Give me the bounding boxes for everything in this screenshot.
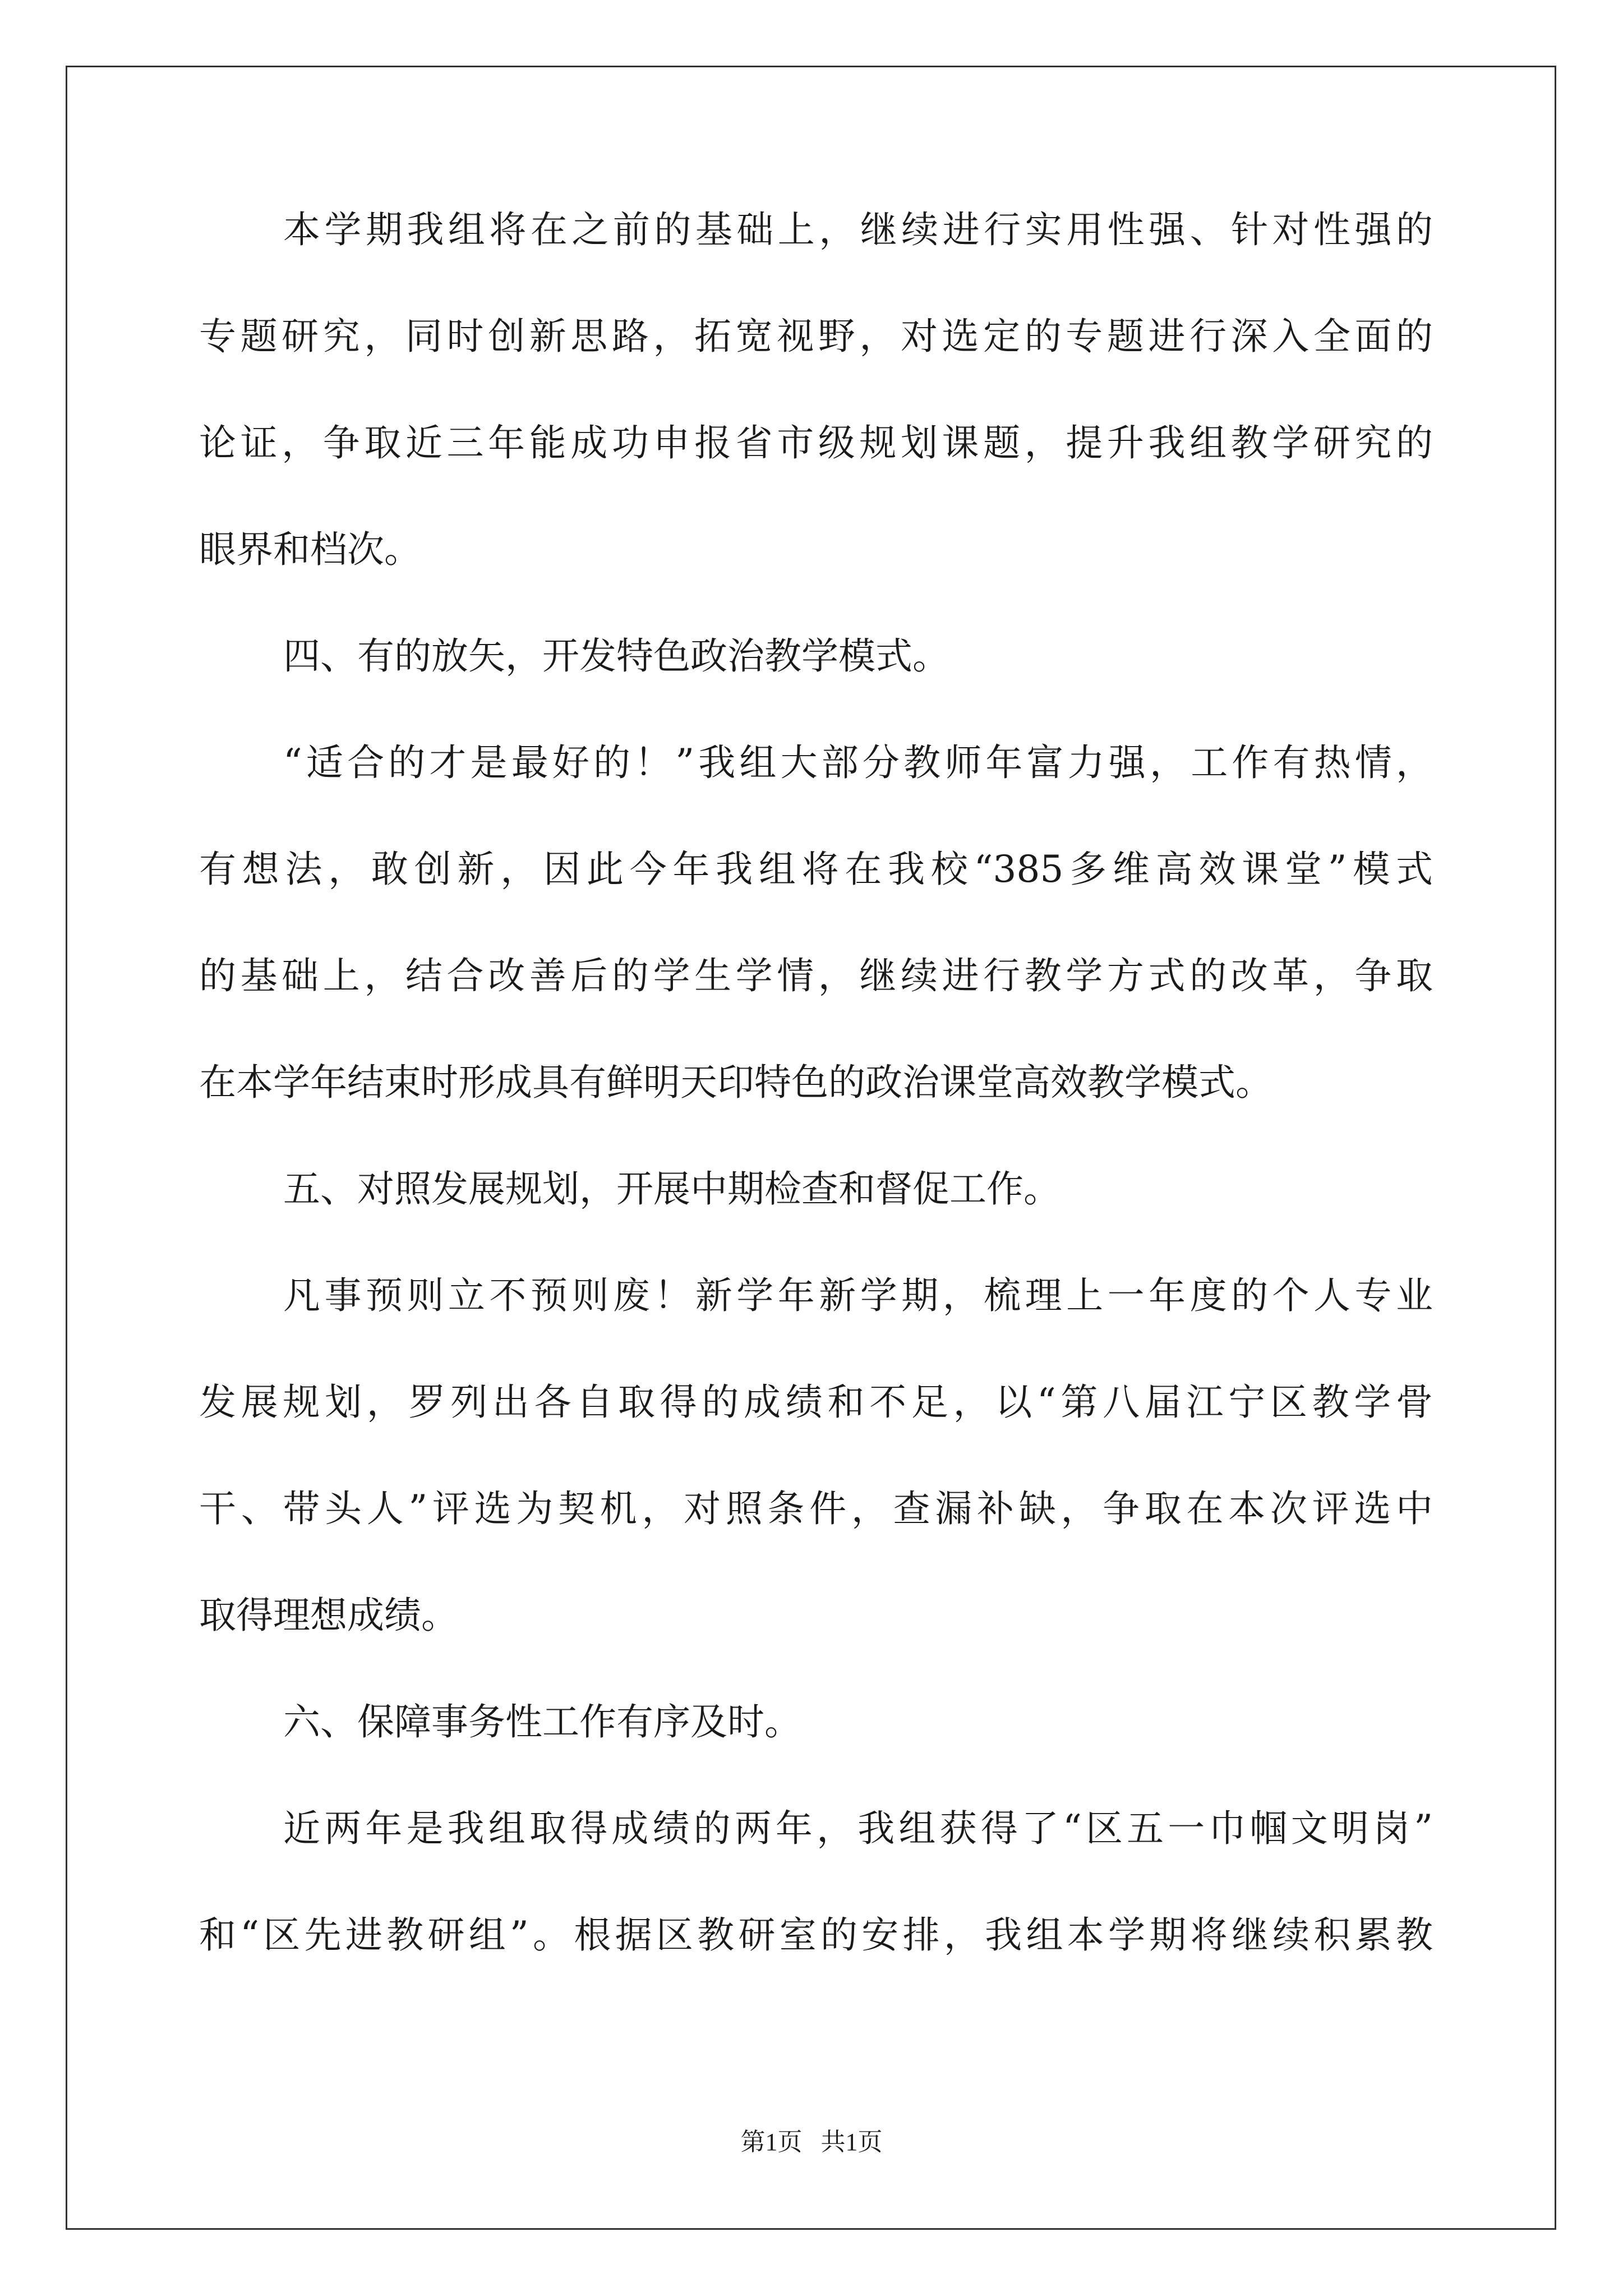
paragraph-line: 论证，争取近三年能成功申报省市级规划课题，提升我组教学研究的	[199, 421, 1433, 464]
section-heading: 四、有的放矢，开发特色政治教学模式。	[283, 634, 949, 678]
section-heading: 六、保障事务性工作有序及时。	[283, 1700, 801, 1743]
paragraph-line: 和“区先进教研组”。根据区教研室的安排，我组本学期将继续积累教	[199, 1913, 1433, 1957]
page-footer: 第1页 共1页	[740, 2128, 883, 2156]
paragraph-line: 专题研究，同时创新思路，拓宽视野，对选定的专题进行深入全面的	[199, 315, 1433, 358]
paragraph-line: 取得理想成绩。	[199, 1594, 458, 1637]
page-border	[66, 66, 1556, 2230]
paragraph-line: 在本学年结束时形成具有鲜明天印特色的政治课堂高效教学模式。	[199, 1061, 1272, 1104]
paragraph-line: 有想法，敢创新，因此今年我组将在我校“385多维高效课堂”模式	[199, 848, 1433, 891]
paragraph-line: 本学期我组将在之前的基础上，继续进行实用性强、针对性强的	[283, 208, 1433, 251]
paragraph-line: 眼界和档次。	[199, 528, 421, 571]
section-heading: 五、对照发展规划，开展中期检查和督促工作。	[283, 1167, 1061, 1211]
paragraph-line: 干、带头人”评选为契机，对照条件，查漏补缺，争取在本次评选中	[199, 1487, 1433, 1530]
paragraph-line: 发展规划，罗列出各自取得的成绩和不足，以“第八届江宁区教学骨	[199, 1381, 1433, 1424]
paragraph-line: 凡事预则立不预则废！新学年新学期，梳理上一年度的个人专业	[283, 1274, 1433, 1317]
paragraph-line: 的基础上，结合改善后的学生学情，继续进行教学方式的改革，争取	[199, 954, 1433, 997]
paragraph-line: 近两年是我组取得成绩的两年，我组获得了“区五一巾帼文明岗”	[283, 1807, 1433, 1850]
paragraph-line: “适合的才是最好的！”我组大部分教师年富力强，工作有热情，	[283, 741, 1433, 784]
